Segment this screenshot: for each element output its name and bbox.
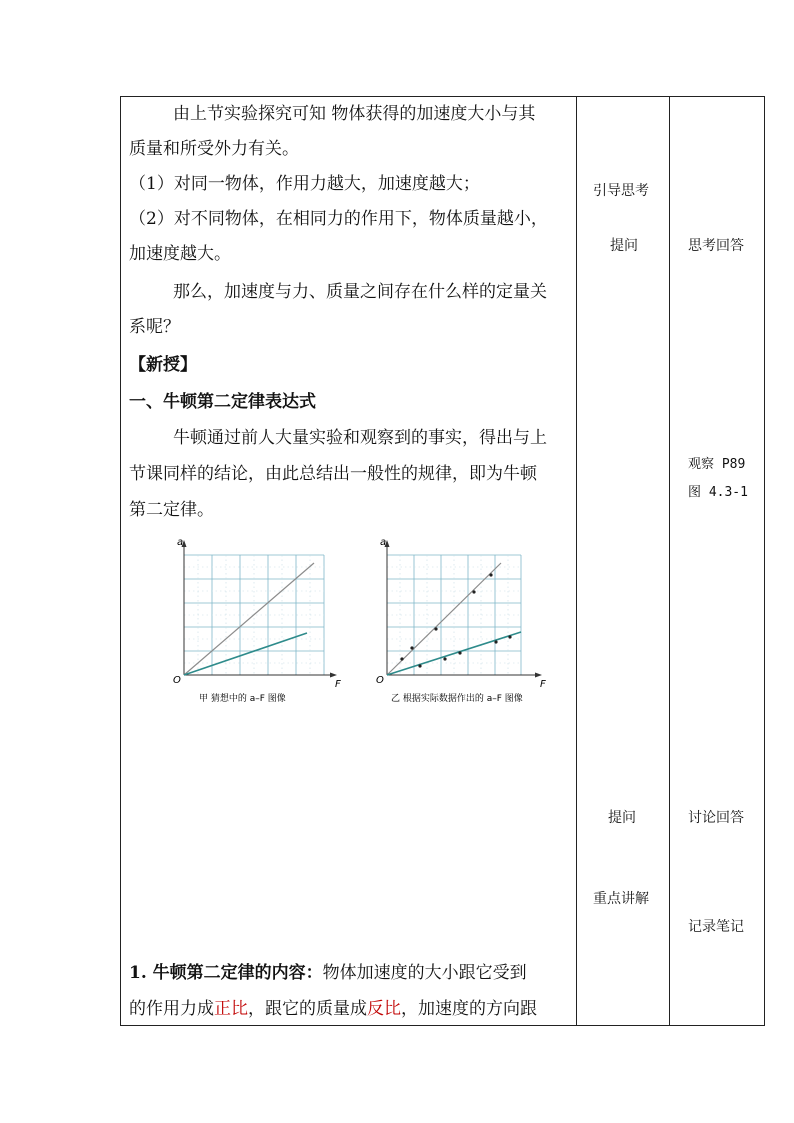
intro-line-1: 由上节实验探究可知 物体获得的加速度大小与其 (173, 104, 536, 124)
proportional-keyword: 正比 (214, 999, 248, 1019)
definition-label: 1. 牛顿第二定律的内容： (129, 963, 323, 983)
ask-question-1: 提问 (610, 238, 638, 254)
section-heading: 一、牛顿第二定律表达式 (129, 392, 316, 412)
column-divider (669, 97, 670, 1025)
upper-line-left (184, 563, 314, 675)
axis-a-left: a (177, 537, 184, 548)
new-lesson-heading: 【新授】 (129, 355, 197, 375)
figure-right (376, 537, 546, 704)
think-answer: 思考回答 (688, 238, 744, 254)
definition-text-2c: ，加速度的方向跟 (401, 999, 537, 1019)
paragraph-line-3: 第二定律。 (129, 500, 214, 520)
point-1: （1）对同一物体，作用力越大，加速度越大； (129, 174, 480, 194)
lesson-table (120, 96, 765, 1026)
paragraph-line-1: 牛顿通过前人大量实验和观察到的事实，得出与上 (173, 428, 547, 448)
intro-line-2: 质量和所受外力有关。 (129, 139, 299, 159)
guide-thinking: 引导思考 (593, 183, 649, 199)
caption-left: 甲 猜想中的 a–F 图像 (199, 694, 286, 704)
definition-text-2a: 的作用力成 (129, 999, 214, 1019)
discuss-answer: 讨论回答 (688, 810, 744, 826)
point-2-line-1: （2）对不同物体，在相同力的作用下，物体质量越小， (129, 209, 548, 229)
point-2-line-2: 加速度越大。 (129, 244, 231, 264)
definition-text-2b: ，跟它的质量成 (248, 999, 367, 1019)
paragraph-line-2: 节课同样的结论，由此总结出一般性的规律，即为牛顿 (129, 464, 537, 484)
origin-left: O (173, 675, 181, 686)
take-notes: 记录笔记 (688, 919, 744, 935)
axis-f-left: F (335, 679, 341, 690)
key-explanation: 重点讲解 (593, 891, 649, 907)
definition-line-2 (129, 992, 537, 1027)
definition-text-1: 物体加速度的大小跟它受到 (322, 963, 527, 983)
origin-right: O (376, 675, 384, 686)
caption-right: 乙 根据实际数据作出的 a–F 图像 (391, 694, 523, 704)
figure-left (173, 537, 341, 704)
definition-line-1 (129, 956, 527, 991)
a-f-figures (129, 537, 569, 712)
question-line-1: 那么，加速度与力、质量之间存在什么样的定量关 (173, 282, 547, 302)
minor-grid-right (387, 555, 521, 675)
axis-a-right: a (380, 537, 387, 548)
ask-question-2: 提问 (608, 810, 636, 826)
inverse-keyword: 反比 (367, 999, 401, 1019)
figure-reference: 图 4.3-1 (688, 485, 748, 500)
axis-f-right: F (540, 679, 546, 690)
observe-page: 观察 P89 (688, 457, 746, 472)
column-divider (576, 97, 577, 1025)
question-line-2: 系呢？ (129, 317, 180, 337)
